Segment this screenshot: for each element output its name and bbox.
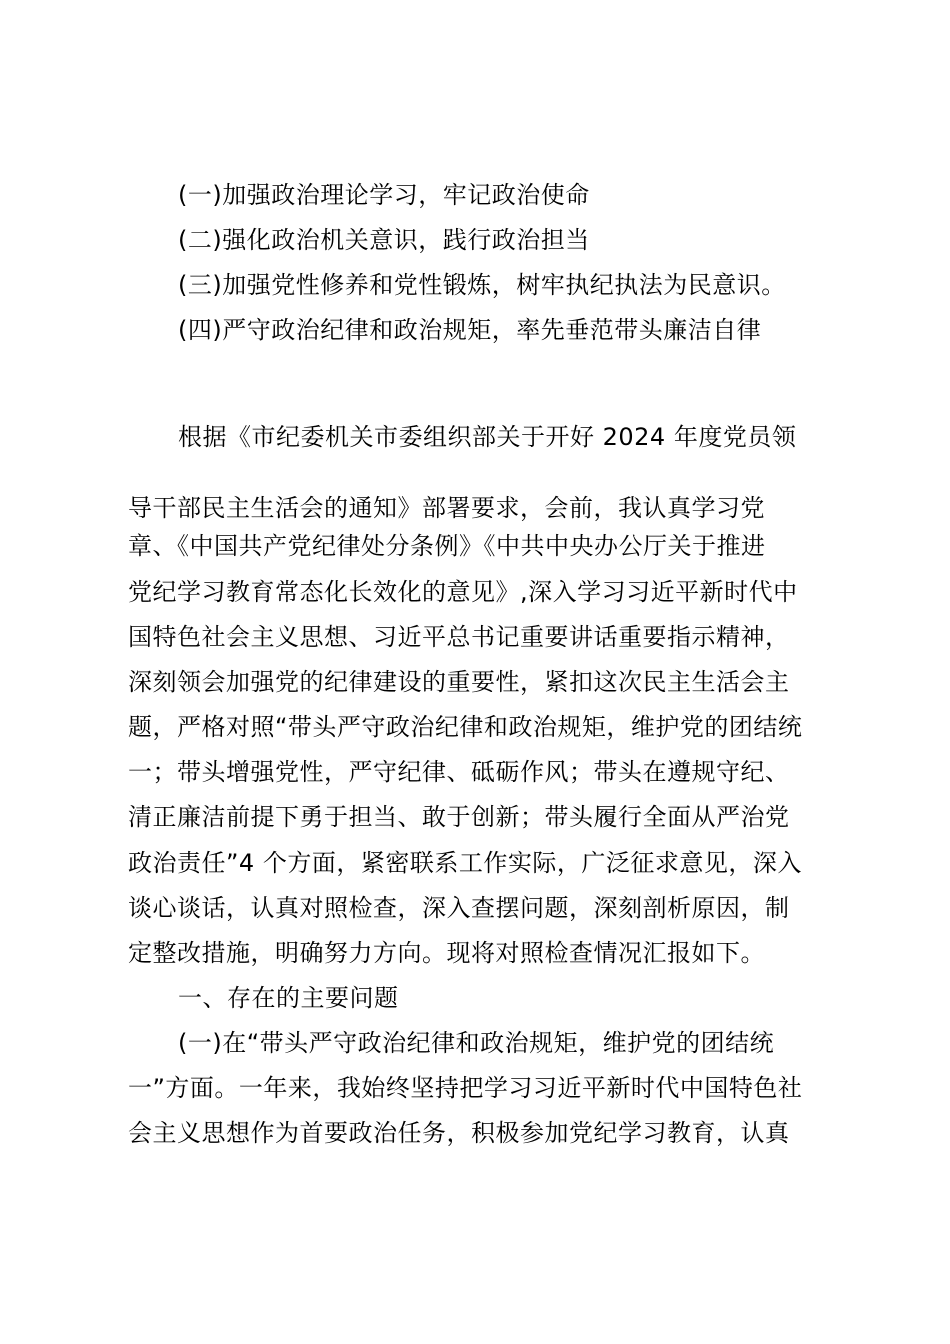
body-line: 根据《市纪委机关市委组织部关于开好 2024 年度党员领 [178,423,797,451]
body-line: 导干部民主生活会的通知》部署要求，会前，我认真学习党 [128,494,765,522]
body-line: 清正廉洁前提下勇于担当、敢于创新；带头履行全面从严治党 [128,803,790,831]
outline-item-3: (三)加强党性修养和党性锻炼，树牢执纪执法为民意识。 [178,271,786,299]
body-line: 会主义思想作为首要政治任务，积极参加党纪学习教育，认真 [128,1119,790,1147]
section-heading: 一、存在的主要问题 [178,984,399,1012]
body-line: 深刻领会加强党的纪律建设的重要性，紧扣这次民主生活会主 [128,668,790,696]
outline-item-2: (二)强化政治机关意识，践行政治担当 [178,226,590,254]
body-line: 政治责任”4 个方面，紧密联系工作实际，广泛征求意见，深入 [128,849,802,877]
body-line: 国特色社会主义思想、习近平总书记重要讲话重要指示精神， [128,623,790,651]
outline-item-4: (四)严守政治纪律和政治规矩，率先垂范带头廉洁自律 [178,316,762,344]
body-line: 章、《中国共产党纪律处分条例》《中共中央办公厅关于推进 [128,532,766,560]
body-line: 题，严格对照“带头严守政治纪律和政治规矩，维护党的团结统 [128,713,803,741]
body-line: 一”方面。一年来，我始终坚持把学习习近平新时代中国特色社 [128,1074,803,1102]
body-line: (一)在“带头严守政治纪律和政治规矩，维护党的团结统 [178,1029,775,1057]
body-line: 谈心谈话，认真对照检查，深入查摆问题，深刻剖析原因，制 [128,894,790,922]
body-line: 一；带头增强党性，严守纪律、砥砺作风；带头在遵规守纪、 [128,758,790,786]
body-line: 定整改措施，明确努力方向。现将对照检查情况汇报如下。 [128,939,765,967]
body-line: 党纪学习教育常态化长效化的意见》,深入学习习近平新时代中 [128,578,798,606]
outline-item-1: (一)加强政治理论学习，牢记政治使命 [178,181,590,209]
